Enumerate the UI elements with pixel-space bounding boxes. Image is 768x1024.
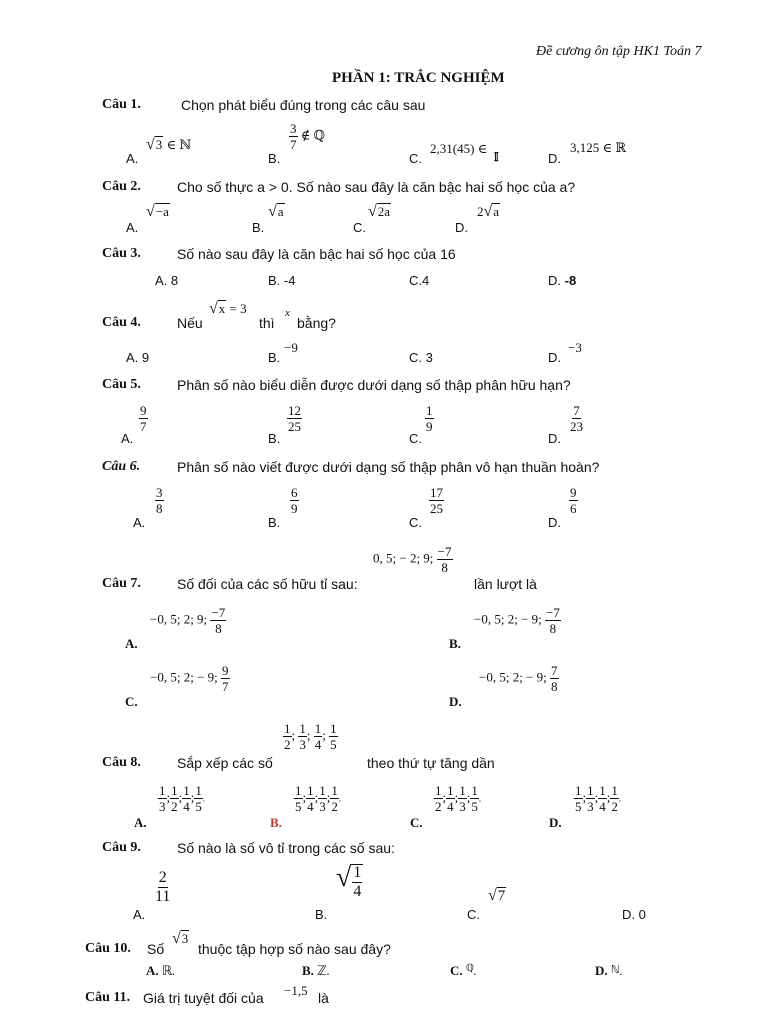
q1-c-math: 2,31(45) ∈ (430, 141, 488, 156)
q10-pre: Số (147, 941, 165, 957)
q7-label: Câu 7. (102, 576, 141, 591)
q3-label: Câu 3. (102, 246, 141, 261)
q9-option-d[interactable]: D. 0 (622, 907, 646, 922)
q3-option-d[interactable]: D. -8 (548, 273, 577, 288)
q1-option-a[interactable]: A. (126, 151, 139, 166)
q7-a-math: −0, 5; 2; 9; $\frac{-7}{8}$ (150, 605, 226, 636)
section-title: PHẦN 1: TRẮC NGHIỆM (332, 70, 505, 86)
q11-label: Câu 11. (85, 990, 131, 1005)
q4-option-a[interactable]: A. 9 (126, 350, 150, 365)
q5-c-frac: $\frac{1}{9}$ (426, 403, 433, 434)
q8-number-set: $\frac{1}{2}$ ; $\frac{1}{3}$ ; $\frac{1}{4}$ ; $\frac{1}{5}$ (284, 721, 337, 752)
q4-var: x (285, 307, 290, 319)
q6-c-frac: $\frac{17}{25}$ (430, 485, 443, 516)
q10-radical: √3 (172, 930, 189, 947)
q4-d-val: −3 (568, 340, 582, 355)
q9-option-a[interactable]: A. (133, 907, 146, 922)
q2-d-math: 2√a (477, 203, 500, 220)
q10-option-a[interactable]: A. ℝ. (146, 963, 175, 978)
q7-c-math: −0, 5; 2; − 9; $\frac{9}{7}$ (150, 663, 229, 694)
q1-d-math: 3,125 ∈ ℝ (570, 140, 627, 155)
q5-option-b[interactable]: B. (268, 431, 281, 446)
q8-option-d[interactable]: D. (549, 815, 562, 830)
q2-b-math: √a (268, 203, 284, 220)
q4-option-b[interactable]: B. (268, 350, 281, 365)
q5-option-c[interactable]: C. (409, 431, 422, 446)
q2-a-math: √−a (146, 203, 169, 220)
q2-option-d[interactable]: D. (455, 220, 468, 235)
q7-d-math: −0, 5; 2; − 9; $\frac{7}{8}$ (479, 663, 558, 694)
q5-option-d[interactable]: D. (548, 431, 561, 446)
q8-c-math: $\frac{1}{2}$ ; $\frac{1}{4}$ ; $\frac{1}{3}$ ; $\frac{1}{5}$ . (435, 783, 482, 814)
q9-b-math: √ $\frac{1}{4}$ (336, 862, 362, 901)
q2-option-a[interactable]: A. (126, 220, 139, 235)
q7-post: lần lượt là (474, 576, 537, 592)
q5-b-frac: $\frac{12}{25}$ (288, 403, 301, 434)
q10-post: thuộc tập hợp số nào sau đây? (198, 941, 391, 957)
q6-b-frac: $\frac{6}{9}$ (291, 485, 298, 516)
q8-d-math: $\frac{1}{5}$ ; $\frac{1}{3}$ ; $\frac{1}{4}$ ; $\frac{1}{2}$ . (575, 783, 622, 814)
q4-condition: √x = 3 (209, 300, 247, 317)
q3-option-b[interactable]: B. -4 (268, 273, 296, 288)
document-header: Đề cương ôn tập HK1 Toán 7 (536, 44, 702, 59)
q3-text: Số nào sau đây là căn bậc hai số học của 16 (177, 246, 456, 262)
q10-option-c[interactable]: C. $^ℚ$. (450, 963, 477, 978)
q6-option-a[interactable]: A. (133, 515, 146, 530)
q8-option-a[interactable]: A. (134, 815, 147, 830)
q6-text: Phân số nào viết được dưới dạng số thập phân vô hạn thuần hoàn? (177, 459, 600, 475)
q2-c-math: √2a (368, 203, 391, 220)
q1-b-math: $\frac{3}{7}$ ∉ ℚ (290, 121, 325, 152)
q5-text: Phân số nào biểu diễn được dưới dạng số thập phân hữu hạn? (177, 377, 571, 393)
q10-label: Câu 10. (85, 941, 131, 956)
q7-number-list: 0, 5; − 2; 9; $\frac{-7}{8}$ (373, 544, 452, 575)
q4-pre: Nếu (177, 315, 203, 331)
q5-d-frac: $\frac{7}{23}$ (570, 403, 583, 434)
q11-pre: Giá trị tuyệt đối của (143, 990, 264, 1006)
q9-text: Số nào là số vô tỉ trong các số sau: (177, 840, 395, 856)
q3-option-c[interactable]: C.4 (409, 273, 430, 288)
q10-option-b[interactable]: B. ℤ. (302, 963, 330, 978)
q7-option-d[interactable]: D. (449, 694, 462, 709)
q2-option-b[interactable]: B. (252, 220, 265, 235)
q6-option-c[interactable]: C. (409, 515, 422, 530)
q8-label: Câu 8. (102, 755, 141, 770)
q6-option-d[interactable]: D. (548, 515, 561, 530)
q6-a-frac: $\frac{3}{8}$ (156, 485, 163, 516)
q7-option-c[interactable]: C. (125, 694, 138, 709)
q8-option-c[interactable]: C. (410, 815, 423, 830)
q9-c-math: √7 (488, 887, 506, 904)
q1-c-set: 𝕀 (494, 150, 499, 164)
q2-option-c[interactable]: C. (353, 220, 366, 235)
q1-text: Chọn phát biểu đúng trong các câu sau (181, 97, 426, 113)
q2-label: Câu 2. (102, 179, 141, 194)
q4-mid: thì (259, 315, 275, 331)
q5-label: Câu 5. (102, 377, 141, 392)
q1-label: Câu 1. (102, 97, 141, 112)
q4-b-val: −9 (284, 340, 298, 355)
q8-a-math: $\frac{1}{3}$ ; $\frac{1}{2}$ ; $\frac{1}{4}$ ; $\frac{1}{5}$ . (159, 783, 206, 814)
q4-post: bằng? (297, 315, 336, 331)
q7-b-math: −0, 5; 2; − 9; $\frac{-7}{8}$ (474, 605, 560, 636)
q6-d-frac: $\frac{9}{6}$ (570, 485, 577, 516)
q3-option-a[interactable]: A. 8 (155, 273, 179, 288)
q4-label: Câu 4. (102, 315, 141, 330)
q10-option-d[interactable]: D. $^ℕ$. (595, 963, 622, 978)
q1-a-math: √3 ∈ ℕ (146, 136, 192, 153)
q11-post: là (318, 990, 329, 1006)
q9-a-frac: $\frac{2}{11}$ (155, 869, 171, 905)
q8-option-b[interactable]: B. (270, 815, 282, 830)
q7-option-a[interactable]: A. (125, 636, 138, 651)
q11-value: −1,5 (284, 983, 308, 998)
q1-option-d[interactable]: D. (548, 151, 561, 166)
q4-option-d[interactable]: D. (548, 350, 561, 365)
q5-option-a[interactable]: A. (121, 431, 134, 446)
q6-option-b[interactable]: B. (268, 515, 281, 530)
q4-option-c[interactable]: C. 3 (409, 350, 433, 365)
q1-option-c[interactable]: C. (409, 151, 422, 166)
q5-a-frac: $\frac{9}{7}$ (140, 403, 147, 434)
q9-option-c[interactable]: C. (467, 907, 480, 922)
q7-text: Số đối của các số hữu tỉ sau: (177, 576, 358, 592)
q9-label: Câu 9. (102, 840, 141, 855)
q6-label: Câu 6. (102, 459, 141, 474)
q7-option-b[interactable]: B. (449, 636, 461, 651)
q8-b-math: $\frac{1}{5}$ ; $\frac{1}{4}$ ; $\frac{1}{3}$ ; $\frac{1}{2}$ . (295, 783, 342, 814)
q1-option-b[interactable]: B. (268, 151, 281, 166)
q2-text: Cho số thực a > 0. Số nào sau đây là căn bậc hai số học của a? (177, 179, 576, 195)
q8-pre: Sắp xếp các số (177, 755, 273, 771)
q9-option-b[interactable]: B. (315, 907, 328, 922)
q8-post: theo thứ tự tăng dần (367, 755, 495, 771)
